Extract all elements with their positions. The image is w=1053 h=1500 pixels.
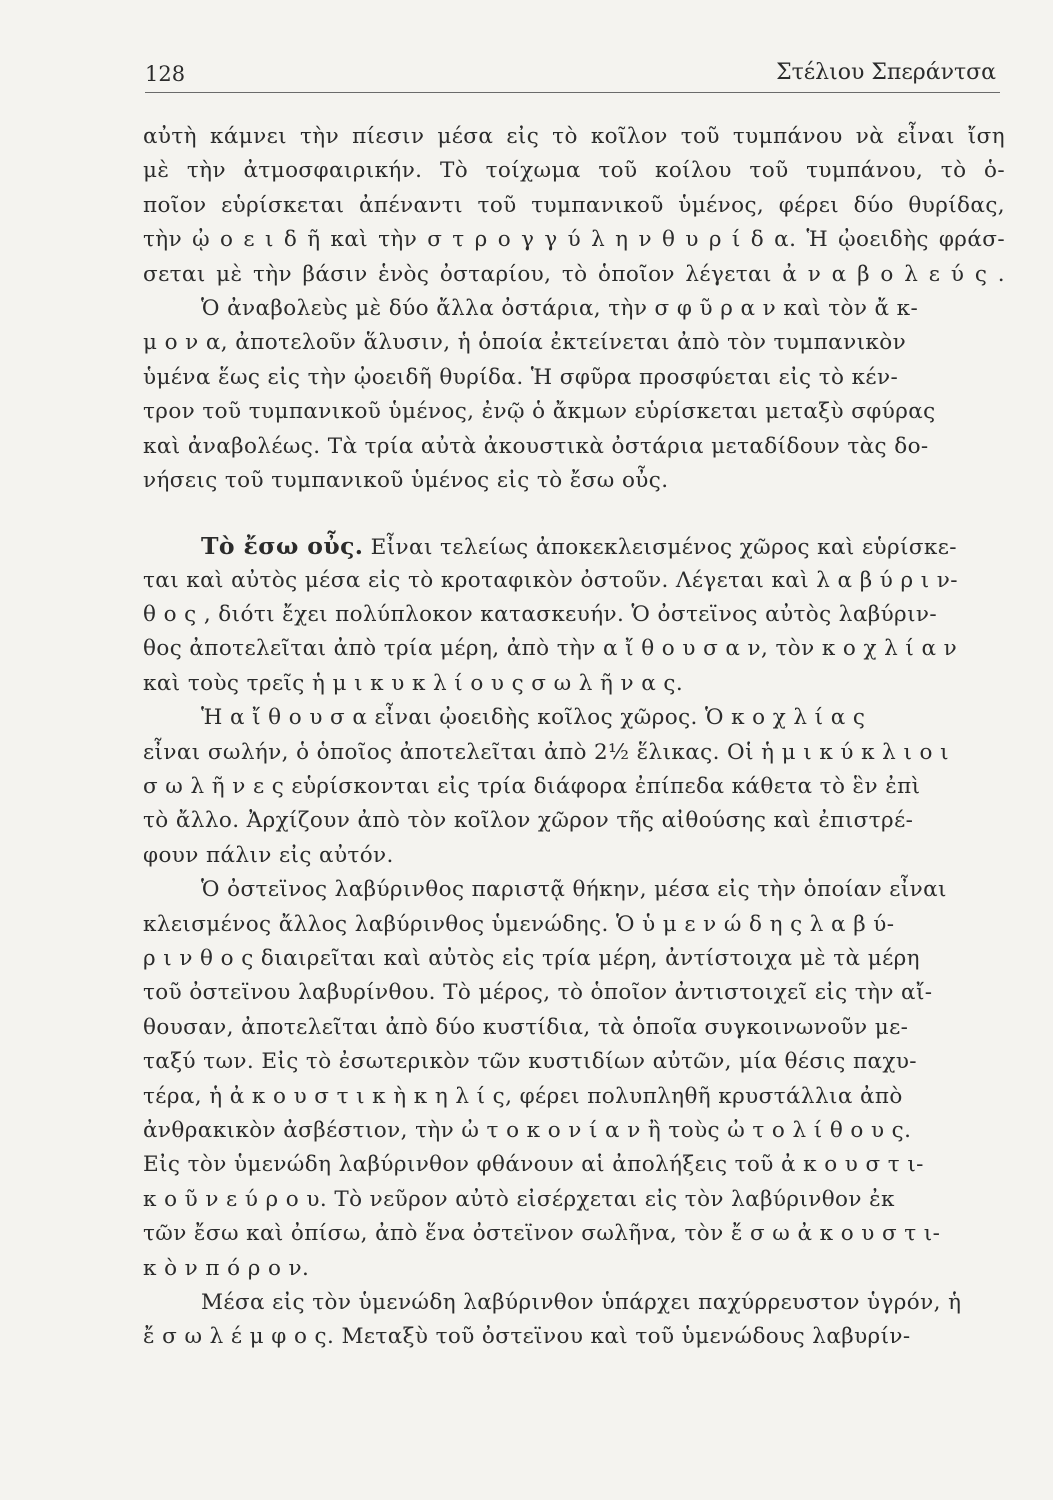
text-line: τὴν ᾠ ο ε ι δ ῆ καὶ τὴν σ τ ρ ο γ γ ύ λ η ν θ υ ρ ί δ α. Ἡ ᾠοειδὴς φράσ-: [143, 227, 1005, 253]
text-line: Μέσα εἰς τὸν ὑμενώδη λαβύρινθον ὑπάρχει παχύρρευστον ὑγρόν, ἡ: [201, 1289, 962, 1315]
text-line: νήσεις τοῦ τυμπανικοῦ ὑμένος εἰς τὸ ἔσω οὖς.: [143, 467, 669, 493]
text-line: Ὁ ὀστεϊνος λαβύρινθος παριστᾷ θήκην, μέσα εἰς τὴν ὁποίαν εἶναι: [201, 877, 947, 903]
text-line: τὸ ἄλλο. Ἀρχίζουν ἀπὸ τὸν κοῖλον χῶρον τῆς αἰθούσης καὶ ἐπιστρέ-: [143, 808, 914, 834]
text-line: [143, 529, 1005, 563]
text-line: θουσαν, ἀποτελεῖται ἀπὸ δύο κυστίδια, τὰ ὁποῖα συγκοινωνοῦν με-: [143, 1014, 909, 1040]
text-line: Ἡ α ἴ θ ο υ σ α εἶναι ᾠοειδὴς κοῖλος χῶρος. Ὁ κ ο χ λ ί α ς: [201, 705, 866, 731]
section-heading: Τὸ ἔσω οὖς.: [201, 532, 364, 561]
text-line: τρον τοῦ τυμπανικοῦ ὑμένος, ἐνῷ ὁ ἄκμων εὑρίσκεται μεταξὺ σφύρας: [143, 399, 936, 425]
text-line: ποῖον εὑρίσκεται ἀπέναντι τοῦ τυμπανικοῦ ὑμένος, φέρει δύο θυρίδας,: [143, 192, 1005, 218]
text-line: ται καὶ αὐτὸς μέσα εἰς τὸ κροταφικὸν ὀστοῦν. Λέγεται καὶ λ α β ύ ρ ι ν-: [143, 567, 958, 593]
text-line: Ὁ ἀναβολεὺς μὲ δύο ἄλλα ὀστάρια, τὴν σ φ ῦ ρ α ν καὶ τὸν ἄ κ-: [201, 295, 919, 321]
paragraph: [143, 701, 1005, 873]
text-line: ταξύ των. Εἰς τὸ ἐσωτερικὸν τῶν κυστιδίων αὐτῶν, μία θέσις παχυ-: [143, 1049, 917, 1075]
text-line: καὶ τοὺς τρεῖς ἡ μ ι κ υ κ λ ί ο υ ς σ ω λ ῆ ν α ς.: [143, 670, 684, 696]
text-line: κλεισμένος ἄλλος λαβύρινθος ὑμενώδης. Ὁ ὑ μ ε ν ώ δ η ς λ α β ύ-: [143, 911, 895, 937]
section-first-line: Εἶναι τελείως ἀποκεκλεισμένος χῶρος καὶ εὑρίσκε-: [370, 535, 957, 561]
running-title: Στέλιου Σπεράντσα: [776, 60, 996, 85]
paragraph: [143, 292, 1005, 498]
text-line: τέρα, ἡ ἀ κ ο υ σ τ ι κ ὴ κ η λ ί ς, φέρει πολυπληθῆ κρυστάλλια ἀπὸ: [143, 1083, 903, 1109]
text-line: τοῦ ὀστεϊνου λαβυρίνθου. Τὸ μέρος, τὸ ὁποῖον ἀντιστοιχεῖ εἰς τὴν αἴ-: [143, 980, 933, 1006]
text-line: σ ω λ ῆ ν ε ς εὑρίσκονται εἰς τρία διάφορα ἐπίπεδα κάθετα τὸ ἓν ἐπὶ: [143, 774, 921, 800]
section-spacer: [143, 498, 1005, 529]
text-line: ὑμένα ἕως εἰς τὴν ᾠοειδῆ θυρίδα. Ἡ σφῦρα προσφύεται εἰς τὸ κέν-: [143, 364, 899, 390]
text-line: σεται μὲ τὴν βάσιν ἑνὸς ὀσταρίου, τὸ ὁποῖον λέγεται ἀ ν α β ο λ ε ύ ς .: [143, 261, 1005, 287]
text-line: θος ἀποτελεῖται ἀπὸ τρία μέρη, ἀπὸ τὴν α ἴ θ ο υ σ α ν, τὸν κ ο χ λ ί α ν: [143, 636, 958, 662]
page-header: [145, 56, 1000, 93]
text-line: κ ο ῦ ν ε ύ ρ ο υ. Τὸ νεῦρον αὐτὸ εἰσέρχεται εἰς τὸν λαβύρινθον ἐκ: [143, 1186, 895, 1212]
text-line: κ ὸ ν π ό ρ ο ν.: [143, 1255, 310, 1281]
text-line: θ ο ς , διότι ἔχει πολύπλοκον κατασκευήν. Ὁ ὀστεϊνος αὐτὸς λαβύριν-: [143, 602, 938, 628]
text-line: ἔ σ ω λ έ μ φ ο ς. Μεταξὺ τοῦ ὀστεϊνου καὶ τοῦ ὑμενώδους λαβυρίν-: [143, 1324, 911, 1350]
text-line: εἶναι σωλήν, ὁ ὁποῖος ἀποτελεῖται ἀπὸ 2½ ἕλικας. Οἱ ἡ μ ι κ ύ κ λ ι ο ι: [143, 739, 949, 765]
paragraph: [143, 1286, 1005, 1355]
paragraph: [143, 873, 1005, 1286]
text-line: ἀνθρακικὸν ἀσβέστιον, τὴν ὠ τ ο κ ο ν ί α ν ἢ τοὺς ὠ τ ο λ ί θ ο υ ς.: [143, 1117, 912, 1143]
page-number: 128: [145, 62, 186, 86]
text-line: μὲ τὴν ἀτμοσφαιρικήν. Τὸ τοίχωμα τοῦ κοίλου τοῦ τυμπάνου, τὸ ὁ-: [143, 158, 1005, 184]
paragraph: [143, 120, 1005, 292]
section-inner-ear: [143, 529, 1005, 701]
text-line: φουν πάλιν εἰς αὐτόν.: [143, 842, 394, 868]
text-line: τῶν ἔσω καὶ ὀπίσω, ἀπὸ ἕνα ὀστεϊνον σωλῆνα, τὸν ἔ σ ω ἀ κ ο υ σ τ ι-: [143, 1221, 941, 1247]
text-line: ρ ι ν θ ο ς διαιρεῖται καὶ αὐτὸς εἰς τρία μέρη, ἀντίστοιχα μὲ τὰ μέρη: [143, 945, 920, 971]
text-line: Εἰς τὸν ὑμενώδη λαβύρινθον φθάνουν αἱ ἀπολήξεις τοῦ ἀ κ ο υ σ τ ι-: [143, 1152, 924, 1178]
text-line: μ ο ν α, ἀποτελοῦν ἅλυσιν, ἡ ὁποία ἐκτείνεται ἀπὸ τὸν τυμπανικὸν: [143, 330, 907, 356]
text-line: αὐτὴ κάμνει τὴν πίεσιν μέσα εἰς τὸ κοῖλον τοῦ τυμπάνου νὰ εἶναι ἴση: [143, 124, 1005, 149]
text-line: καὶ ἀναβολέως. Τὰ τρία αὐτὰ ἀκουστικὰ ὀστάρια μεταδίδουν τὰς δο-: [143, 433, 929, 459]
body-text: [143, 120, 1005, 1355]
